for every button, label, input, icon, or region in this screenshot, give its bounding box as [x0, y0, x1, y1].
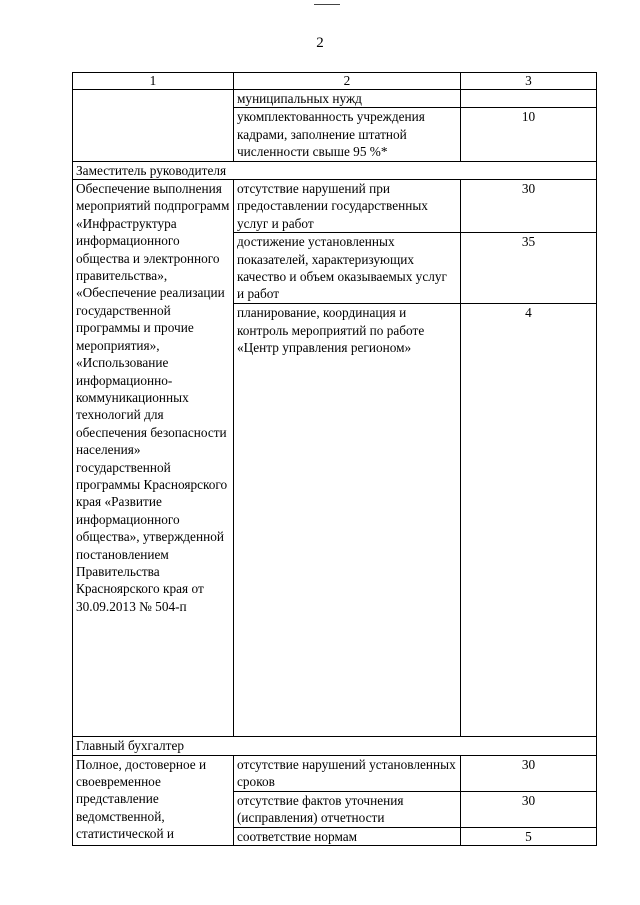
- task-cell: Полное, достоверное и своевременное представление ведомственной, статистической и: [73, 755, 234, 845]
- section-row: [73, 737, 597, 755]
- header-col-3: 3: [461, 73, 597, 90]
- table-row: [73, 180, 597, 233]
- table-row: [73, 755, 597, 791]
- header-col-2: 2: [234, 73, 461, 90]
- section-deputy: Заместитель руководителя: [73, 161, 597, 179]
- task-cell-empty: [73, 90, 234, 162]
- criterion-cell: укомплектованность учреждения кадрами, заполнение штатной численности свыше 95 %*: [234, 108, 461, 161]
- score-cell: 5: [461, 827, 597, 845]
- table-header-row: [73, 73, 597, 90]
- criterion-cell: планирование, координация и контроль мероприятий по работе «Центр управления регионом»: [234, 304, 461, 737]
- criterion-cell: отсутствие нарушений установленных сроков: [234, 755, 461, 791]
- header-col-1: 1: [73, 73, 234, 90]
- section-row: [73, 161, 597, 179]
- score-cell: 30: [461, 791, 597, 827]
- section-accountant: Главный бухгалтер: [73, 737, 597, 755]
- score-cell: 10: [461, 108, 597, 161]
- score-cell: 4: [461, 304, 597, 737]
- criterion-cell: муниципальных нужд: [234, 90, 461, 108]
- criteria-table: [72, 72, 597, 846]
- score-cell: 30: [461, 755, 597, 791]
- criterion-cell: достижение установленных показателей, характеризующих качество и объем оказываемых услуг и работ: [234, 233, 461, 304]
- criterion-cell: соответствие нормам: [234, 827, 461, 845]
- score-cell: [461, 90, 597, 108]
- table-row: [73, 90, 597, 108]
- score-cell: 30: [461, 180, 597, 233]
- criterion-cell: отсутствие нарушений при предоставлении государственных услуг и работ: [234, 180, 461, 233]
- score-cell: 35: [461, 233, 597, 304]
- top-mark: [314, 4, 340, 5]
- page-number: 2: [316, 35, 324, 51]
- task-cell: Обеспечение выполнения мероприятий подпрограмм «Инфраструктура информационного общества и электронного правительства», «Обеспечение реализации государственной программы и прочие мероприятия», «Использование информационно-коммуникационных технологий для обеспечения безопасности населения» государственной программы Красноярского края «Развитие информационного общества», утвержденной постановлением Правительства Красноярского края от 30.09.2013 № 504-п: [73, 180, 234, 737]
- criterion-cell: отсутствие фактов уточнения (исправления) отчетности: [234, 791, 461, 827]
